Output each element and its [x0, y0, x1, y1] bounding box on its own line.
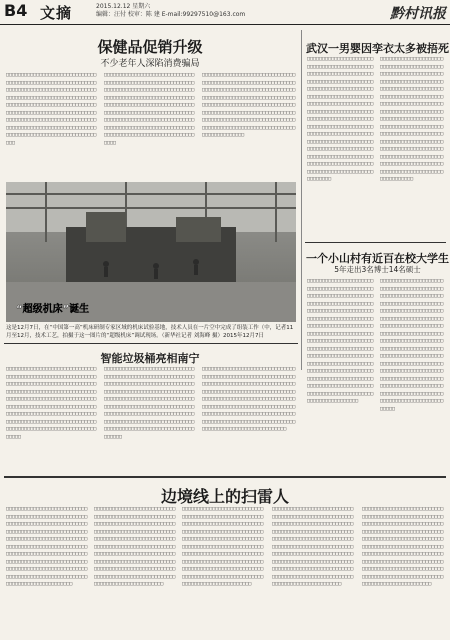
right-mid-body-col-1: □□□□□□□□□□□□□□□□□□□□□□□□□□□□□□□□□□□□□□□□□□□□□□□□□□□□□□□□□□□□□□□□□□□□□□□□□□□□□□□□□□□□□□□□□□□□□□□□□□□□□□□□□□□□□□□□□□□□□□□□□□□□□□□□□□□□□□□□□□□□□□□□□□□□□□□□□□□□□□□□□□□□□□□□□□□□□□□□□□□□□□□□□□□□□□□□□□□□□□□□□□□□□□□□□□□□□□□□□□□□□□□□□□□□□□□□□□□□□□□□□□□□□□□□□□□□□□□□□□□□□□□□□□□□□□□□□□□□□□□□□□□□□□□□□□□□□□□□□□□□□□□□□□□□□□□□□□□□□□□□□□□□□□□□□□□□□□□□□□□□□□□□□□□□□□□□□□□□□□□□□□□□□□□□□ — [307, 278, 374, 404]
middle-headline: 智能垃圾桶亮相南宁 — [100, 352, 200, 365]
section-divider — [4, 343, 298, 344]
middle-body-col-3: □□□□□□□□□□□□□□□□□□□□□□□□□□□□□□□□□□□□□□□□□□□□□□□□□□□□□□□□□□□□□□□□□□□□□□□□□□□□□□□□□□□□□□□□□□□□□□□□□□□□□□□□□□□□□□□□□□□□□□□□□□□□□□□□□□□□□□□□□□□□□□□□□□□□□□□□□□□□□□□□□□□□□□□□□□□□□□□□□□□□□□□□□□□□□□□□□□□□□□□□□□□□□□□□□□□□□□□□□□□□□□□□□□□□□□□□□□□□□□□□□□□□□□□□□□□□□□□□□□□□□□□□□□□□□□□□□□□□ — [202, 366, 296, 432]
header-date: 2015.12.12 星期六 — [96, 3, 151, 10]
header-editor-line: 编辑：汪付 校审：陈 建 E-mail:99297510@163.com — [96, 11, 246, 18]
right-mid-body-col-2: □□□□□□□□□□□□□□□□□□□□□□□□□□□□□□□□□□□□□□□□□□□□□□□□□□□□□□□□□□□□□□□□□□□□□□□□□□□□□□□□□□□□□□□□□□□□□□□□□□□□□□□□□□□□□□□□□□□□□□□□□□□□□□□□□□□□□□□□□□□□□□□□□□□□□□□□□□□□□□□□□□□□□□□□□□□□□□□□□□□□□□□□□□□□□□□□□□□□□□□□□□□□□□□□□□□□□□□□□□□□□□□□□□□□□□□□□□□□□□□□□□□□□□□□□□□□□□□□□□□□□□□□□□□□□□□□□□□□□□□□□□□□□□□□□□□□□□□□□□□□□□□□□□□□□□□□□□□□□□□□□□□□□□□□□□□□□□□□□□□□□□□□□□□□□□□□□□□□□□□□□□ — [380, 278, 444, 412]
bottom-body-col-2: □□□□□□□□□□□□□□□□□□□□□□□□□□□□□□□□□□□□□□□□□□□□□□□□□□□□□□□□□□□□□□□□□□□□□□□□□□□□□□□□□□□□□□□□□□□□□□□□□□□□□□□□□□□□□□□□□□□□□□□□□□□□□□□□□□□□□□□□□□□□□□□□□□□□□□□□□□□□□□□□□□□□□□□□□□□□□□□□□□□□□□□□□□□□□□□□□□□□□□□□□□□□□□□□□□□□□□□□□□□□□□□□□□□□□□□□□□□□□□□□□□□□□□□□□□□□□□□□□□□□□□□□□□□□□□□□□□□□□□□□□□□□□□□□□□□□□ — [94, 506, 176, 587]
main-body-col-3: □□□□□□□□□□□□□□□□□□□□□□□□□□□□□□□□□□□□□□□□□□□□□□□□□□□□□□□□□□□□□□□□□□□□□□□□□□□□□□□□□□□□□□□□□□□□□□□□□□□□□□□□□□□□□□□□□□□□□□□□□□□□□□□□□□□□□□□□□□□□□□□□□□□□□□□□□□□□□□□□□□□□□□□□□□□□□□□□□□□□□□□□□□□□□□□□□□□□□□□□□□□□□□□□□□□□□□□□□□□□□□□□□□□□□□□□□□□□□□□□□□□□□□□□□□□□□□□□□□□□□□ — [202, 72, 296, 138]
factory-photo — [6, 182, 296, 322]
section-name: 文摘 — [40, 4, 73, 22]
bottom-headline: 边境线上的扫雷人 — [160, 487, 289, 506]
right-mid-subheadline: 5年走出3名博士14名硕士 — [334, 265, 421, 274]
section-number: B4 — [4, 1, 28, 20]
middle-body-col-2: □□□□□□□□□□□□□□□□□□□□□□□□□□□□□□□□□□□□□□□□□□□□□□□□□□□□□□□□□□□□□□□□□□□□□□□□□□□□□□□□□□□□□□□□□□□□□□□□□□□□□□□□□□□□□□□□□□□□□□□□□□□□□□□□□□□□□□□□□□□□□□□□□□□□□□□□□□□□□□□□□□□□□□□□□□□□□□□□□□□□□□□□□□□□□□□□□□□□□□□□□□□□□□□□□□□□□□□□□□□□□□□□□□□□□□□□□□□□□□□□□□□□□□□□□□□□□□□□□□□□□□□□□□□□□□□□□□□□ — [104, 366, 195, 440]
main-body-col-1: □□□□□□□□□□□□□□□□□□□□□□□□□□□□□□□□□□□□□□□□□□□□□□□□□□□□□□□□□□□□□□□□□□□□□□□□□□□□□□□□□□□□□□□□□□□□□□□□□□□□□□□□□□□□□□□□□□□□□□□□□□□□□□□□□□□□□□□□□□□□□□□□□□□□□□□□□□□□□□□□□□□□□□□□□□□□□□□□□□□□□□□□□□□□□□□□□□□□□□□□□□□□□□□□□□□□□□□□□□□□□□□□□□□□□□□□□□□□□□□□□□□□□□□□□□□□□□□□□□□□□□□□□□□□□□□□□ — [6, 72, 97, 146]
right-top-headline: 武汉一男婴因孪衣太多被捂死 — [306, 42, 449, 55]
masthead-logo: 黔村讯报 — [390, 6, 446, 22]
photo-caption: 这是12月7日，在“中国第一高”机床研制专家区域的机床试验基地，技术人员在一片空中完成了组装工作（中，记者11月至12月，技术工艺，拍摄于这一图片的“超级机床”调试现场。（新华社记者 刘海峰 摄）2015年12月7日 — [6, 325, 294, 339]
right-top-body-col-1: □□□□□□□□□□□□□□□□□□□□□□□□□□□□□□□□□□□□□□□□□□□□□□□□□□□□□□□□□□□□□□□□□□□□□□□□□□□□□□□□□□□□□□□□□□□□□□□□□□□□□□□□□□□□□□□□□□□□□□□□□□□□□□□□□□□□□□□□□□□□□□□□□□□□□□□□□□□□□□□□□□□□□□□□□□□□□□□□□□□□□□□□□□□□□□□□□□□□□□□□□□□□□□□□□□□□□□□□□□□□□□□□□□□□□□□□□□□□□□□□□□□□□□□□□□□□□□□□□□□□□□□□□□□□□□□□□□□□□□□□□□□□□□□□□□□□□□□□□□□□□□□□□□□□□□□□□□□□□□□□□□□□□□□□□□□□□□□□□□□□□□□□□□□□□□□□□□□□□□□□ — [307, 56, 374, 182]
bottom-body-col-3: □□□□□□□□□□□□□□□□□□□□□□□□□□□□□□□□□□□□□□□□□□□□□□□□□□□□□□□□□□□□□□□□□□□□□□□□□□□□□□□□□□□□□□□□□□□□□□□□□□□□□□□□□□□□□□□□□□□□□□□□□□□□□□□□□□□□□□□□□□□□□□□□□□□□□□□□□□□□□□□□□□□□□□□□□□□□□□□□□□□□□□□□□□□□□□□□□□□□□□□□□□□□□□□□□□□□□□□□□□□□□□□□□□□□□□□□□□□□□□□□□□□□□□□□□□□□□□□□□□□□□□□□□□□□□□□□□□□□□□□□□□□□□□□□□□□□□ — [182, 506, 264, 587]
section-divider — [305, 242, 446, 243]
right-top-body-col-2: □□□□□□□□□□□□□□□□□□□□□□□□□□□□□□□□□□□□□□□□□□□□□□□□□□□□□□□□□□□□□□□□□□□□□□□□□□□□□□□□□□□□□□□□□□□□□□□□□□□□□□□□□□□□□□□□□□□□□□□□□□□□□□□□□□□□□□□□□□□□□□□□□□□□□□□□□□□□□□□□□□□□□□□□□□□□□□□□□□□□□□□□□□□□□□□□□□□□□□□□□□□□□□□□□□□□□□□□□□□□□□□□□□□□□□□□□□□□□□□□□□□□□□□□□□□□□□□□□□□□□□□□□□□□□□□□□□□□□□□□□□□□□□□□□□□□□□□□□□□□□□□□□□□□□□□□□□□□□□□□□□□□□□□□□□□□□□□□□□□□□□□□□□□ — [380, 56, 444, 182]
page-header — [0, 0, 450, 25]
right-mid-headline: 一个小山村有近百在校大学生 — [306, 252, 449, 265]
photo-overlay-label: “超级机床”诞生 — [16, 304, 90, 315]
main-body-col-2: □□□□□□□□□□□□□□□□□□□□□□□□□□□□□□□□□□□□□□□□□□□□□□□□□□□□□□□□□□□□□□□□□□□□□□□□□□□□□□□□□□□□□□□□□□□□□□□□□□□□□□□□□□□□□□□□□□□□□□□□□□□□□□□□□□□□□□□□□□□□□□□□□□□□□□□□□□□□□□□□□□□□□□□□□□□□□□□□□□□□□□□□□□□□□□□□□□□□□□□□□□□□□□□□□□□□□□□□□□□□□□□□□□□□□□□□□□□□□□□□□□□□□□□□□□□□□□□□□□□□□□□□□□□□□□□□□□ — [104, 72, 195, 146]
section-divider-thick — [4, 476, 446, 478]
column-divider — [301, 30, 302, 370]
main-subheadline: 不少老年人深陷消费骗局 — [100, 59, 200, 69]
middle-body-col-1: □□□□□□□□□□□□□□□□□□□□□□□□□□□□□□□□□□□□□□□□□□□□□□□□□□□□□□□□□□□□□□□□□□□□□□□□□□□□□□□□□□□□□□□□□□□□□□□□□□□□□□□□□□□□□□□□□□□□□□□□□□□□□□□□□□□□□□□□□□□□□□□□□□□□□□□□□□□□□□□□□□□□□□□□□□□□□□□□□□□□□□□□□□□□□□□□□□□□□□□□□□□□□□□□□□□□□□□□□□□□□□□□□□□□□□□□□□□□□□□□□□□□□□□□□□□□□□□□□□□□□□□□□□□□□□□□□□□ — [6, 366, 97, 440]
bottom-body-col-5: □□□□□□□□□□□□□□□□□□□□□□□□□□□□□□□□□□□□□□□□□□□□□□□□□□□□□□□□□□□□□□□□□□□□□□□□□□□□□□□□□□□□□□□□□□□□□□□□□□□□□□□□□□□□□□□□□□□□□□□□□□□□□□□□□□□□□□□□□□□□□□□□□□□□□□□□□□□□□□□□□□□□□□□□□□□□□□□□□□□□□□□□□□□□□□□□□□□□□□□□□□□□□□□□□□□□□□□□□□□□□□□□□□□□□□□□□□□□□□□□□□□□□□□□□□□□□□□□□□□□□□□□□□□□□□□□□□□□□□□□□□□□□□□□□□□□□ — [362, 506, 444, 587]
main-headline: 保健品促销升级 — [97, 38, 203, 56]
bottom-body-col-1: □□□□□□□□□□□□□□□□□□□□□□□□□□□□□□□□□□□□□□□□□□□□□□□□□□□□□□□□□□□□□□□□□□□□□□□□□□□□□□□□□□□□□□□□□□□□□□□□□□□□□□□□□□□□□□□□□□□□□□□□□□□□□□□□□□□□□□□□□□□□□□□□□□□□□□□□□□□□□□□□□□□□□□□□□□□□□□□□□□□□□□□□□□□□□□□□□□□□□□□□□□□□□□□□□□□□□□□□□□□□□□□□□□□□□□□□□□□□□□□□□□□□□□□□□□□□□□□□□□□□□□□□□□□□□□□□□□□□□□□□□□□□□□□□□□□□ — [6, 506, 88, 587]
header-meta — [96, 3, 245, 19]
bottom-body-col-4: □□□□□□□□□□□□□□□□□□□□□□□□□□□□□□□□□□□□□□□□□□□□□□□□□□□□□□□□□□□□□□□□□□□□□□□□□□□□□□□□□□□□□□□□□□□□□□□□□□□□□□□□□□□□□□□□□□□□□□□□□□□□□□□□□□□□□□□□□□□□□□□□□□□□□□□□□□□□□□□□□□□□□□□□□□□□□□□□□□□□□□□□□□□□□□□□□□□□□□□□□□□□□□□□□□□□□□□□□□□□□□□□□□□□□□□□□□□□□□□□□□□□□□□□□□□□□□□□□□□□□□□□□□□□□□□□□□□□□□□□□□□□□□□□□□□□□ — [272, 506, 354, 587]
